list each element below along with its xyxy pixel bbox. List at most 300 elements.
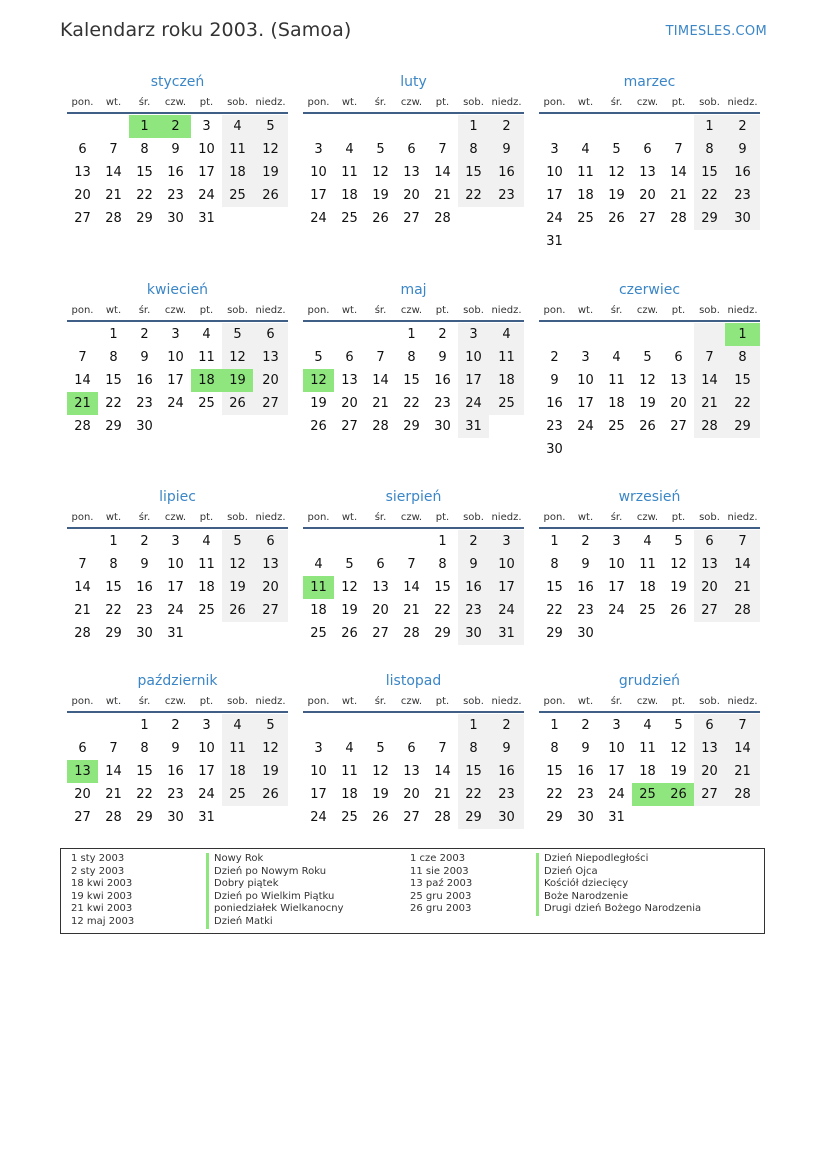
day-cell[interactable]: 7: [725, 530, 760, 553]
day-cell[interactable]: 14: [105, 165, 122, 180]
day-cell[interactable]: 12: [253, 737, 288, 760]
day-cell[interactable]: 16: [489, 760, 524, 783]
day-cell[interactable]: 18: [198, 580, 215, 595]
day-cell[interactable]: 11: [639, 557, 656, 572]
day-cell[interactable]: 14: [403, 580, 420, 595]
day-cell[interactable]: 28: [434, 211, 451, 226]
day-cell[interactable]: 11: [198, 350, 215, 365]
day-cell[interactable]: 28: [434, 810, 451, 825]
day-cell[interactable]: 6: [253, 323, 288, 346]
day-cell[interactable]: 8: [458, 138, 489, 161]
day-cell[interactable]: 21: [74, 603, 91, 618]
day-cell[interactable]: 9: [140, 350, 149, 365]
day-cell[interactable]: 11: [222, 138, 253, 161]
day-cell[interactable]: 20: [341, 396, 358, 411]
day-cell[interactable]: 9: [171, 142, 180, 157]
day-cell[interactable]: 30: [577, 626, 594, 641]
day-cell[interactable]: 25: [608, 419, 625, 434]
day-cell[interactable]: 13: [74, 165, 91, 180]
day-cell[interactable]: 25: [310, 626, 327, 641]
day-cell[interactable]: 13: [341, 373, 358, 388]
day-cell[interactable]: 7: [725, 714, 760, 737]
day-cell[interactable]: 1: [109, 327, 118, 342]
day-cell[interactable]: 24: [198, 188, 215, 203]
day-cell[interactable]: 1: [458, 115, 489, 138]
day-cell[interactable]: 9: [550, 373, 559, 388]
day-cell[interactable]: 14: [372, 373, 389, 388]
day-cell[interactable]: 10: [167, 350, 184, 365]
day-cell[interactable]: 25: [489, 392, 524, 415]
day-cell[interactable]: 6: [253, 530, 288, 553]
day-cell[interactable]: 16: [458, 576, 489, 599]
day-cell[interactable]: 30: [167, 211, 184, 226]
day-cell[interactable]: 31: [198, 810, 215, 825]
day-cell[interactable]: 12: [670, 741, 687, 756]
day-cell[interactable]: 24: [608, 603, 625, 618]
holiday-day[interactable]: 1: [129, 115, 160, 138]
day-cell[interactable]: 16: [434, 373, 451, 388]
day-cell[interactable]: 20: [670, 396, 687, 411]
day-cell[interactable]: 3: [314, 741, 323, 756]
day-cell[interactable]: 20: [253, 576, 288, 599]
day-cell[interactable]: 30: [434, 419, 451, 434]
day-cell[interactable]: 7: [674, 142, 683, 157]
day-cell[interactable]: 21: [725, 760, 760, 783]
day-cell[interactable]: 5: [376, 142, 385, 157]
day-cell[interactable]: 28: [372, 419, 389, 434]
day-cell[interactable]: 28: [105, 211, 122, 226]
day-cell[interactable]: 7: [78, 350, 87, 365]
day-cell[interactable]: 5: [674, 534, 683, 549]
day-cell[interactable]: 19: [670, 580, 687, 595]
day-cell[interactable]: 12: [253, 138, 288, 161]
day-cell[interactable]: 17: [608, 580, 625, 595]
day-cell[interactable]: 21: [403, 603, 420, 618]
day-cell[interactable]: 28: [694, 415, 725, 438]
day-cell[interactable]: 17: [167, 580, 184, 595]
day-cell[interactable]: 2: [438, 327, 447, 342]
day-cell[interactable]: 9: [489, 138, 524, 161]
holiday-day[interactable]: 1: [725, 323, 760, 346]
day-cell[interactable]: 23: [546, 419, 563, 434]
day-cell[interactable]: 29: [105, 626, 122, 641]
day-cell[interactable]: 8: [694, 138, 725, 161]
day-cell[interactable]: 4: [345, 142, 354, 157]
day-cell[interactable]: 9: [489, 737, 524, 760]
day-cell[interactable]: 5: [253, 714, 288, 737]
day-cell[interactable]: 22: [546, 787, 563, 802]
day-cell[interactable]: 21: [372, 396, 389, 411]
day-cell[interactable]: 18: [222, 161, 253, 184]
day-cell[interactable]: 22: [105, 603, 122, 618]
day-cell[interactable]: 23: [136, 396, 153, 411]
day-cell[interactable]: 19: [222, 576, 253, 599]
day-cell[interactable]: 3: [612, 534, 621, 549]
day-cell[interactable]: 29: [403, 419, 420, 434]
day-cell[interactable]: 24: [310, 810, 327, 825]
day-cell[interactable]: 5: [376, 741, 385, 756]
day-cell[interactable]: 15: [458, 161, 489, 184]
day-cell[interactable]: 1: [550, 718, 559, 733]
day-cell[interactable]: 12: [639, 373, 656, 388]
day-cell[interactable]: 15: [105, 580, 122, 595]
day-cell[interactable]: 27: [341, 419, 358, 434]
day-cell[interactable]: 6: [78, 741, 87, 756]
day-cell[interactable]: 31: [167, 626, 184, 641]
day-cell[interactable]: 2: [581, 718, 590, 733]
day-cell[interactable]: 27: [253, 599, 288, 622]
day-cell[interactable]: 24: [167, 603, 184, 618]
day-cell[interactable]: 3: [550, 142, 559, 157]
day-cell[interactable]: 14: [725, 553, 760, 576]
day-cell[interactable]: 7: [109, 741, 118, 756]
day-cell[interactable]: 8: [140, 142, 149, 157]
day-cell[interactable]: 4: [581, 142, 590, 157]
day-cell[interactable]: 14: [74, 373, 91, 388]
day-cell[interactable]: 2: [725, 115, 760, 138]
day-cell[interactable]: 13: [403, 764, 420, 779]
day-cell[interactable]: 15: [434, 580, 451, 595]
day-cell[interactable]: 15: [136, 764, 153, 779]
day-cell[interactable]: 19: [253, 161, 288, 184]
day-cell[interactable]: 27: [639, 211, 656, 226]
day-cell[interactable]: 4: [489, 323, 524, 346]
day-cell[interactable]: 10: [489, 553, 524, 576]
day-cell[interactable]: 1: [550, 534, 559, 549]
day-cell[interactable]: 17: [310, 787, 327, 802]
holiday-day[interactable]: 2: [160, 115, 191, 138]
day-cell[interactable]: 16: [577, 580, 594, 595]
day-cell[interactable]: 31: [458, 415, 489, 438]
day-cell[interactable]: 26: [222, 392, 253, 415]
day-cell[interactable]: 29: [105, 419, 122, 434]
day-cell[interactable]: 5: [222, 323, 253, 346]
day-cell[interactable]: 18: [489, 369, 524, 392]
day-cell[interactable]: 10: [546, 165, 563, 180]
day-cell[interactable]: 29: [725, 415, 760, 438]
day-cell[interactable]: 17: [167, 373, 184, 388]
day-cell[interactable]: 29: [434, 626, 451, 641]
day-cell[interactable]: 25: [198, 396, 215, 411]
day-cell[interactable]: 2: [489, 714, 524, 737]
day-cell[interactable]: 29: [136, 211, 153, 226]
day-cell[interactable]: 26: [253, 783, 288, 806]
day-cell[interactable]: 19: [639, 396, 656, 411]
day-cell[interactable]: 7: [438, 741, 447, 756]
day-cell[interactable]: 25: [222, 184, 253, 207]
day-cell[interactable]: 5: [643, 350, 652, 365]
day-cell[interactable]: 4: [612, 350, 621, 365]
holiday-day[interactable]: 18: [191, 369, 222, 392]
day-cell[interactable]: 22: [136, 188, 153, 203]
day-cell[interactable]: 25: [577, 211, 594, 226]
day-cell[interactable]: 7: [376, 350, 385, 365]
day-cell[interactable]: 7: [407, 557, 416, 572]
holiday-day[interactable]: 13: [67, 760, 98, 783]
day-cell[interactable]: 15: [458, 760, 489, 783]
day-cell[interactable]: 20: [694, 576, 725, 599]
day-cell[interactable]: 1: [438, 534, 447, 549]
holiday-day[interactable]: 26: [663, 783, 694, 806]
day-cell[interactable]: 29: [136, 810, 153, 825]
day-cell[interactable]: 23: [489, 783, 524, 806]
day-cell[interactable]: 29: [546, 810, 563, 825]
day-cell[interactable]: 13: [372, 580, 389, 595]
day-cell[interactable]: 4: [222, 115, 253, 138]
day-cell[interactable]: 7: [78, 557, 87, 572]
day-cell[interactable]: 6: [643, 142, 652, 157]
day-cell[interactable]: 22: [105, 396, 122, 411]
day-cell[interactable]: 6: [694, 714, 725, 737]
day-cell[interactable]: 26: [310, 419, 327, 434]
day-cell[interactable]: 5: [314, 350, 323, 365]
day-cell[interactable]: 6: [78, 142, 87, 157]
day-cell[interactable]: 11: [341, 165, 358, 180]
day-cell[interactable]: 24: [198, 787, 215, 802]
day-cell[interactable]: 23: [725, 184, 760, 207]
day-cell[interactable]: 23: [136, 603, 153, 618]
day-cell[interactable]: 10: [198, 741, 215, 756]
day-cell[interactable]: 5: [222, 530, 253, 553]
day-cell[interactable]: 31: [489, 622, 524, 645]
day-cell[interactable]: 16: [136, 580, 153, 595]
day-cell[interactable]: 25: [341, 211, 358, 226]
holiday-day[interactable]: 19: [222, 369, 253, 392]
day-cell[interactable]: 12: [222, 553, 253, 576]
day-cell[interactable]: 3: [489, 530, 524, 553]
day-cell[interactable]: 18: [577, 188, 594, 203]
day-cell[interactable]: 22: [136, 787, 153, 802]
day-cell[interactable]: 17: [489, 576, 524, 599]
day-cell[interactable]: 19: [372, 787, 389, 802]
day-cell[interactable]: 16: [136, 373, 153, 388]
day-cell[interactable]: 17: [577, 396, 594, 411]
day-cell[interactable]: 22: [434, 603, 451, 618]
day-cell[interactable]: 2: [458, 530, 489, 553]
brand-link[interactable]: TIMESLES.COM: [665, 24, 767, 39]
day-cell[interactable]: 3: [171, 327, 180, 342]
day-cell[interactable]: 17: [546, 188, 563, 203]
day-cell[interactable]: 8: [140, 741, 149, 756]
day-cell[interactable]: 23: [167, 188, 184, 203]
day-cell[interactable]: 10: [310, 764, 327, 779]
day-cell[interactable]: 21: [105, 188, 122, 203]
day-cell[interactable]: 18: [639, 580, 656, 595]
day-cell[interactable]: 12: [222, 346, 253, 369]
day-cell[interactable]: 2: [550, 350, 559, 365]
day-cell[interactable]: 16: [725, 161, 760, 184]
day-cell[interactable]: 20: [403, 188, 420, 203]
day-cell[interactable]: 15: [694, 161, 725, 184]
day-cell[interactable]: 30: [489, 806, 524, 829]
day-cell[interactable]: 20: [372, 603, 389, 618]
day-cell[interactable]: 30: [136, 626, 153, 641]
day-cell[interactable]: 21: [434, 787, 451, 802]
day-cell[interactable]: 14: [434, 764, 451, 779]
day-cell[interactable]: 16: [546, 396, 563, 411]
day-cell[interactable]: 6: [694, 530, 725, 553]
day-cell[interactable]: 17: [458, 369, 489, 392]
day-cell[interactable]: 10: [458, 346, 489, 369]
day-cell[interactable]: 23: [167, 787, 184, 802]
day-cell[interactable]: 17: [608, 764, 625, 779]
day-cell[interactable]: 27: [253, 392, 288, 415]
holiday-day[interactable]: 11: [303, 576, 334, 599]
day-cell[interactable]: 5: [345, 557, 354, 572]
day-cell[interactable]: 30: [725, 207, 760, 230]
day-cell[interactable]: 26: [253, 184, 288, 207]
day-cell[interactable]: 13: [670, 373, 687, 388]
day-cell[interactable]: 13: [253, 346, 288, 369]
day-cell[interactable]: 7: [694, 346, 725, 369]
day-cell[interactable]: 8: [109, 350, 118, 365]
holiday-day[interactable]: 12: [303, 369, 334, 392]
day-cell[interactable]: 11: [341, 764, 358, 779]
day-cell[interactable]: 25: [341, 810, 358, 825]
day-cell[interactable]: 8: [438, 557, 447, 572]
day-cell[interactable]: 3: [202, 718, 211, 733]
day-cell[interactable]: 27: [403, 810, 420, 825]
day-cell[interactable]: 26: [372, 810, 389, 825]
day-cell[interactable]: 24: [167, 396, 184, 411]
day-cell[interactable]: 26: [608, 211, 625, 226]
day-cell[interactable]: 30: [136, 419, 153, 434]
day-cell[interactable]: 14: [434, 165, 451, 180]
day-cell[interactable]: 13: [253, 553, 288, 576]
day-cell[interactable]: 20: [74, 787, 91, 802]
day-cell[interactable]: 27: [694, 599, 725, 622]
day-cell[interactable]: 6: [407, 741, 416, 756]
day-cell[interactable]: 30: [577, 810, 594, 825]
day-cell[interactable]: 18: [310, 603, 327, 618]
day-cell[interactable]: 7: [438, 142, 447, 157]
day-cell[interactable]: 22: [694, 184, 725, 207]
day-cell[interactable]: 21: [670, 188, 687, 203]
day-cell[interactable]: 16: [577, 764, 594, 779]
day-cell[interactable]: 21: [694, 392, 725, 415]
day-cell[interactable]: 4: [222, 714, 253, 737]
day-cell[interactable]: 4: [643, 718, 652, 733]
day-cell[interactable]: 4: [202, 534, 211, 549]
day-cell[interactable]: 27: [372, 626, 389, 641]
day-cell[interactable]: 5: [253, 115, 288, 138]
day-cell[interactable]: 16: [489, 161, 524, 184]
day-cell[interactable]: 20: [639, 188, 656, 203]
day-cell[interactable]: 9: [458, 553, 489, 576]
day-cell[interactable]: 27: [403, 211, 420, 226]
day-cell[interactable]: 11: [222, 737, 253, 760]
day-cell[interactable]: 9: [171, 741, 180, 756]
day-cell[interactable]: 3: [171, 534, 180, 549]
day-cell[interactable]: 18: [341, 787, 358, 802]
day-cell[interactable]: 20: [253, 369, 288, 392]
day-cell[interactable]: 9: [581, 557, 590, 572]
day-cell[interactable]: 8: [550, 741, 559, 756]
day-cell[interactable]: 31: [608, 810, 625, 825]
day-cell[interactable]: 22: [546, 603, 563, 618]
day-cell[interactable]: 19: [253, 760, 288, 783]
day-cell[interactable]: 23: [458, 599, 489, 622]
day-cell[interactable]: 14: [105, 764, 122, 779]
day-cell[interactable]: 8: [109, 557, 118, 572]
day-cell[interactable]: 1: [694, 115, 725, 138]
day-cell[interactable]: 12: [372, 165, 389, 180]
day-cell[interactable]: 26: [341, 626, 358, 641]
day-cell[interactable]: 4: [202, 327, 211, 342]
day-cell[interactable]: 28: [105, 810, 122, 825]
day-cell[interactable]: 25: [198, 603, 215, 618]
day-cell[interactable]: 28: [74, 419, 91, 434]
day-cell[interactable]: 28: [74, 626, 91, 641]
day-cell[interactable]: 28: [725, 783, 760, 806]
day-cell[interactable]: 4: [314, 557, 323, 572]
day-cell[interactable]: 23: [577, 603, 594, 618]
holiday-day[interactable]: 25: [632, 783, 663, 806]
day-cell[interactable]: 10: [198, 142, 215, 157]
day-cell[interactable]: 17: [198, 764, 215, 779]
day-cell[interactable]: 22: [725, 392, 760, 415]
day-cell[interactable]: 13: [639, 165, 656, 180]
day-cell[interactable]: 18: [341, 188, 358, 203]
day-cell[interactable]: 6: [674, 350, 683, 365]
day-cell[interactable]: 10: [577, 373, 594, 388]
day-cell[interactable]: 10: [608, 557, 625, 572]
day-cell[interactable]: 1: [458, 714, 489, 737]
day-cell[interactable]: 11: [198, 557, 215, 572]
day-cell[interactable]: 14: [74, 580, 91, 595]
day-cell[interactable]: 23: [577, 787, 594, 802]
day-cell[interactable]: 12: [372, 764, 389, 779]
day-cell[interactable]: 9: [438, 350, 447, 365]
day-cell[interactable]: 22: [403, 396, 420, 411]
day-cell[interactable]: 16: [167, 165, 184, 180]
day-cell[interactable]: 20: [694, 760, 725, 783]
day-cell[interactable]: 13: [694, 553, 725, 576]
day-cell[interactable]: 21: [725, 576, 760, 599]
day-cell[interactable]: 18: [222, 760, 253, 783]
day-cell[interactable]: 3: [612, 718, 621, 733]
day-cell[interactable]: 18: [639, 764, 656, 779]
day-cell[interactable]: 8: [550, 557, 559, 572]
day-cell[interactable]: 4: [643, 534, 652, 549]
day-cell[interactable]: 10: [608, 741, 625, 756]
day-cell[interactable]: 26: [639, 419, 656, 434]
day-cell[interactable]: 29: [694, 207, 725, 230]
day-cell[interactable]: 26: [222, 599, 253, 622]
day-cell[interactable]: 19: [341, 603, 358, 618]
day-cell[interactable]: 14: [725, 737, 760, 760]
day-cell[interactable]: 13: [694, 737, 725, 760]
day-cell[interactable]: 31: [546, 234, 563, 249]
day-cell[interactable]: 1: [109, 534, 118, 549]
day-cell[interactable]: 2: [171, 718, 180, 733]
day-cell[interactable]: 13: [403, 165, 420, 180]
day-cell[interactable]: 6: [376, 557, 385, 572]
day-cell[interactable]: 30: [167, 810, 184, 825]
day-cell[interactable]: 2: [140, 327, 149, 342]
day-cell[interactable]: 15: [546, 580, 563, 595]
day-cell[interactable]: 14: [694, 369, 725, 392]
day-cell[interactable]: 24: [608, 787, 625, 802]
day-cell[interactable]: 19: [608, 188, 625, 203]
day-cell[interactable]: 27: [74, 211, 91, 226]
day-cell[interactable]: 27: [74, 810, 91, 825]
day-cell[interactable]: 11: [489, 346, 524, 369]
day-cell[interactable]: 24: [577, 419, 594, 434]
day-cell[interactable]: 15: [546, 764, 563, 779]
day-cell[interactable]: 24: [458, 392, 489, 415]
day-cell[interactable]: 5: [674, 718, 683, 733]
